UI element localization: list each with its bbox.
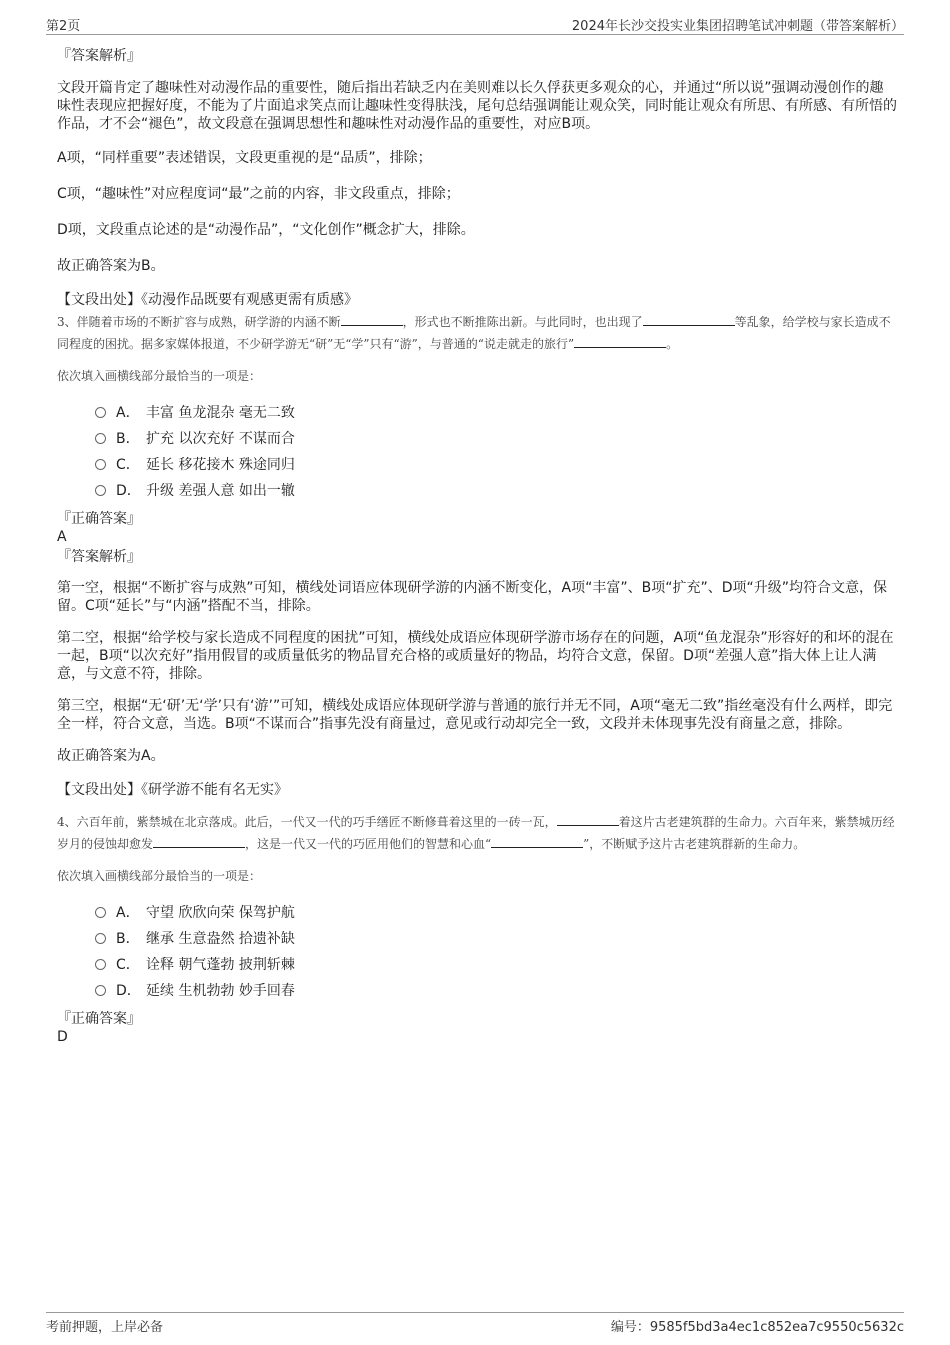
page-number: 第2页 [46,19,81,34]
radio-icon[interactable] [95,985,106,996]
page-footer [46,1312,904,1335]
q3-stem: 3、伴随着市场的不断扩容与成熟，研学游的内涵不断 ，形式也不断推陈出新。与此同时，也出现了 等乱象，给学校与家长造成不同程度的困扰。据多家媒体报道，不少研学游无“研”无“学”只有“游”，与普通的“说走就走的旅行” 。 [57,315,891,351]
q4-blank-2 [153,835,245,848]
q4-option-a[interactable]: A． 守望 欣欣向荣 保驾护航 [95,899,897,925]
analysis-label: 『答案解析』 [57,48,141,64]
q3-option-c[interactable]: C． 延长 移花接木 殊途同归 [95,451,897,477]
q3-conclusion: 故正确答案为A。 [57,748,165,764]
q3-analysis-label: 『答案解析』 [57,549,141,565]
q4-blank-3 [491,835,583,848]
q4-stem: 4、六百年前，紫禁城在北京落成。此后，一代又一代的巧手缮匠不断修葺着这里的一砖一瓦， 着这片古老建筑群的生命力。六百年来，紫禁城历经岁月的侵蚀却愈发 ，这是一代又一代的巧匠用他们的智慧和心血“ ”，不断赋予这片古老建筑群新的生命力。 [57,815,895,851]
q4-options [57,899,897,1003]
radio-icon[interactable] [95,407,106,418]
q4-blank-1 [557,813,619,826]
document-title: 2024年长沙交投实业集团招聘笔试冲刺题（带答案解析） [571,19,904,34]
q4-option-b[interactable]: B． 继承 生意盎然 拾遗补缺 [95,925,897,951]
q4-prompt: 依次填入画横线部分最恰当的一项是： [57,869,262,883]
q3-correct-label: 『正确答案』 [57,511,141,527]
q2-option-a-note: A项，“同样重要”表述错误，文段更重视的是“品质”，排除； [57,150,432,166]
q3-blank-3 [574,335,666,348]
q3-option-d[interactable]: D． 升级 差强人意 如出一辙 [95,477,897,503]
page-header [46,14,904,35]
q3-option-a[interactable]: A． 丰富 鱼龙混杂 毫无二致 [95,399,897,425]
q3-options [57,399,897,503]
q2-option-d-note: D项，文段重点论述的是“动漫作品”，“文化创作”概念扩大，排除。 [57,222,475,238]
q4-answer: D [57,1029,68,1045]
q4-option-c[interactable]: C． 诠释 朝气蓬勃 披荆斩棘 [95,951,897,977]
q3-analysis-blank1: 第一空，根据“不断扩容与成熟”可知，横线处词语应体现研学游的内涵不断变化，A项“丰富”、B项“扩充”、D项“升级”均符合文意，保留。C项“延长”与“内涵”搭配不当，排除。 [57,580,887,614]
q2-option-c-note: C项，“趣味性”对应程度词“最”之前的内容，非文段重点，排除； [57,186,460,202]
q2-conclusion: 故正确答案为B。 [57,258,165,274]
q3-option-b[interactable]: B． 扩充 以次充好 不谋而合 [95,425,897,451]
radio-icon[interactable] [95,485,106,496]
q3-analysis-blank3: 第三空，根据“无‘研’无‘学’只有‘游’”可知，横线处成语应体现研学游与普通的旅行并无不同，A项“毫无二致”指丝毫没有什么两样，即完全一样，符合文意，当选。B项“不谋而合”指事先没有商量过，意见或行动却完全一致，文段并未体现事先没有商量之意，排除。 [57,698,893,732]
q3-blank-2 [643,313,735,326]
document-id: 编号：9585f5bd3a4ec1c852ea7c9550c5632c [610,1320,904,1335]
radio-icon[interactable] [95,907,106,918]
footer-slogan: 考前押题，上岸必备 [46,1320,164,1335]
q3-blank-1 [341,313,403,326]
q2-source: 【文段出处】《动漫作品既要有观感更需有质感》 [57,292,358,308]
q4-option-d[interactable]: D． 延续 生机勃勃 妙手回春 [95,977,897,1003]
q3-answer: A [57,529,67,545]
q3-source: 【文段出处】《研学游不能有名无实》 [57,782,288,798]
radio-icon[interactable] [95,933,106,944]
radio-icon[interactable] [95,459,106,470]
q4-correct-label: 『正确答案』 [57,1011,141,1027]
radio-icon[interactable] [95,959,106,970]
q2-analysis: 文段开篇肯定了趣味性对动漫作品的重要性，随后指出若缺乏内在美则难以长久俘获更多观众的心，并通过“所以说”强调动漫创作的趣味性表现应把握好度，不能为了片面追求笑点而让趣味性变得肤浅，尾句总结强调能让观众笑，同时能让观众有所思、有所感、有所悟的作品，才不会“褪色”，故文段意在强调思想性和趣味性对动漫作品的重要性，对应B项。 [57,80,897,132]
document-body [57,46,897,1045]
q3-prompt: 依次填入画横线部分最恰当的一项是： [57,369,262,383]
q3-analysis-blank2: 第二空，根据“给学校与家长造成不同程度的困扰”可知，横线处成语应体现研学游市场存在的问题，A项“鱼龙混杂”形容好的和坏的混在一起，B项“以次充好”指用假冒的或质量低劣的物品冒充合格的或质量好的物品，均符合文意，保留。D项“差强人意”指大体上让人满意，与文意不符，排除。 [57,630,894,682]
radio-icon[interactable] [95,433,106,444]
